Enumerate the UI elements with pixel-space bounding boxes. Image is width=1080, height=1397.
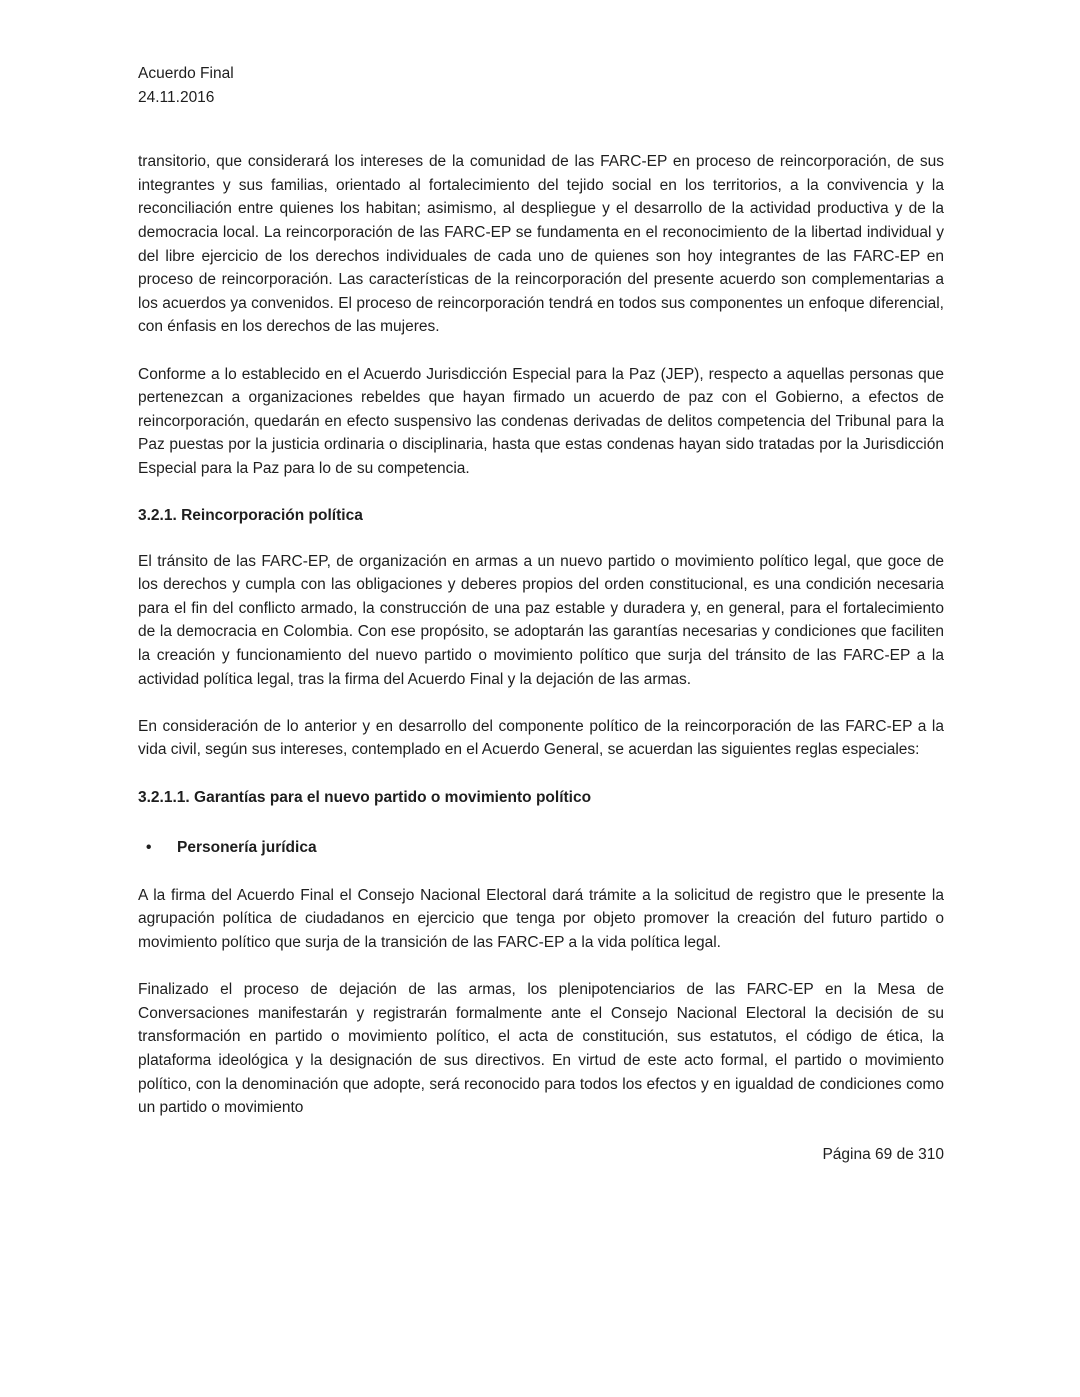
- paragraph-reincorporacion-comunidad: transitorio, que considerará los intereses de la comunidad de las FARC-EP en proceso de reincorporación, de sus integrantes y sus familias, orientado al fortalecimiento del tejido social en los territorios, a la convivencia y la reconciliación entre quienes los habitan; asimismo, al despliegue y el desarrollo de la actividad productiva y de la democracia local. La reincorporación de las FARC-EP se fundamenta en el reconocimiento de la libertad individual y del libre ejercicio de los derechos individuales de cada uno de quienes son hoy integrantes de las FARC-EP en proceso de reincorporación. Las características de la reincorporación del presente acuerdo son complementarias a los acuerdos ya convenidos. El proceso de reincorporación tendrá en todos sus componentes un enfoque diferencial, con énfasis en los derechos de las mujeres.: [138, 153, 944, 336]
- paragraph-jurisdiccion-especial: Conforme a lo establecido en el Acuerdo Jurisdicción Especial para la Paz (JEP), respecto a aquellas personas que pertenezcan a organizaciones rebeldes que hayan firmado un acuerdo de paz con el Gobierno, a efectos de reincorporación, quedarán en efecto suspensivo las condenas derivadas de delitos competencia del Tribunal para la Paz puestas por la justicia ordinaria o disciplinaria, hasta que estas condenas hayan sido tratadas por la Jurisdicción Especial para la Paz para lo de su competencia.: [138, 365, 944, 477]
- document-content: [138, 62, 944, 1167]
- document-title: Acuerdo Final: [138, 65, 234, 82]
- bullet-item-personeria-juridica: [138, 836, 944, 860]
- document-date: 24.11.2016: [138, 88, 215, 106]
- section-heading-3-2-1-1: 3.2.1.1. Garantías para el nuevo partido o movimiento político: [138, 788, 592, 806]
- paragraph-transito-farc: El tránsito de las FARC-EP, de organización en armas a un nuevo partido o movimiento político legal, que goce de los derechos y cumpla con las obligaciones y deberes propios del orden constitucional, es una condición necesaria para el fin del conflicto armado, la construcción de una paz estable y duradera y, en general, para el fortalecimiento de la democracia en Colombia. Con ese propósito, se adoptarán las garantías necesarias y condiciones que faciliten la creación y funcionamiento del nuevo partido o movimiento político que surja del tránsito de las FARC-EP a la actividad política legal, tras la firma del Acuerdo Final y la dejación de las armas.: [138, 552, 944, 688]
- bullet-item-label: Personería jurídica: [177, 839, 317, 857]
- footer-page-number: Página 69 de 310: [822, 1146, 944, 1164]
- paragraph-firma-acuerdo-cne: A la firma del Acuerdo Final el Consejo Nacional Electoral dará trámite a la solicitud de registro que le presente la agrupación política de ciudadanos en ejercicio que tenga por objeto promover la creación del futuro partido o movimiento político que surja de la transición de las FARC-EP a la vida política legal.: [138, 886, 944, 951]
- document-header: [138, 62, 944, 109]
- paragraph-consideracion-anterior: En consideración de lo anterior y en desarrollo del componente político de la reincorporación de las FARC-EP a la vida civil, según sus intereses, contemplado en el Acuerdo General, se acuerdan las siguientes reglas especiales:: [138, 717, 944, 759]
- paragraph-finalizado-dejacion: Finalizado el proceso de dejación de las armas, los plenipotenciarios de las FARC-EP en la Mesa de Conversaciones manifestarán y registrarán formalmente ante el Consejo Nacional Electoral la decisión de su transformación en partido o movimiento político, el acta de constitución, sus estatutos, el código de ética, la plataforma ideológica y la designación de sus directivos. En virtud de este acto formal, el partido o movimiento político, con la denominación que adopte, será reconocido para todos los efectos y en igualdad de condiciones como un partido o movimiento: [138, 981, 944, 1117]
- section-heading-3-2-1: 3.2.1. Reincorporación política: [138, 507, 363, 525]
- bullet-icon: •: [146, 839, 152, 857]
